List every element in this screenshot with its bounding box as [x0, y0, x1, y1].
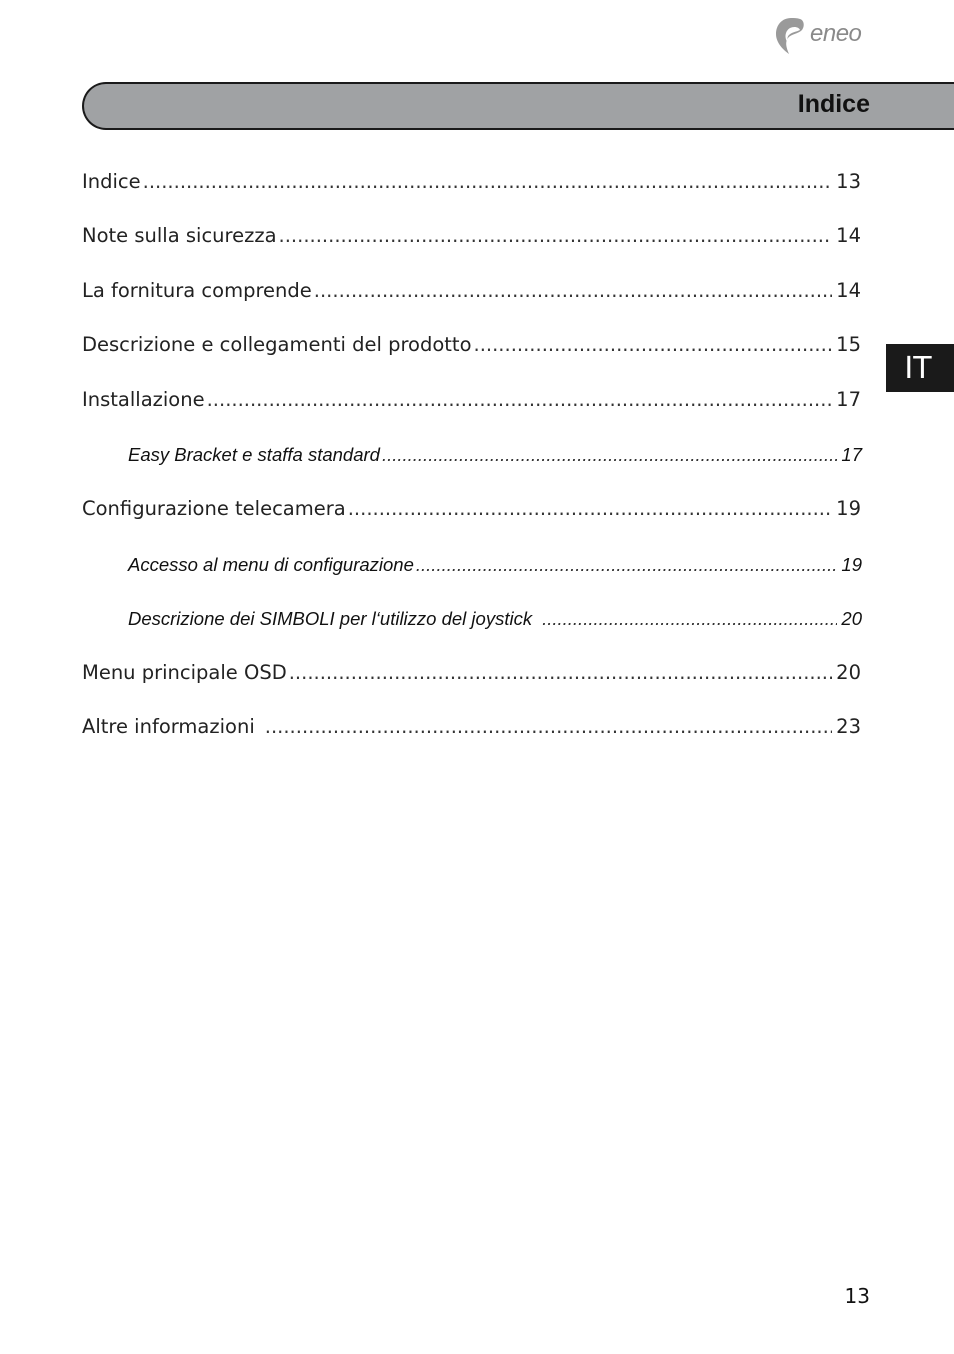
toc-entry[interactable]: [82, 661, 861, 684]
toc-entry-page: 17: [841, 444, 862, 465]
toc-entry[interactable]: [82, 333, 861, 356]
language-tab-label: IT: [904, 350, 932, 386]
toc-entry-title: Accesso al menu di configurazione: [128, 554, 414, 575]
toc-entry-title: Menu principale OSD: [82, 661, 287, 684]
eneo-logo-icon: [774, 16, 808, 56]
toc-entry-page: 23: [836, 715, 861, 738]
toc-entry-page: 14: [836, 279, 861, 302]
toc-leader-dots: [279, 224, 833, 247]
toc-subentry[interactable]: [128, 608, 862, 630]
toc-entry-page: 15: [836, 333, 861, 356]
toc-entry-title: Descrizione dei SIMBOLI per l‘utilizzo del joystick: [128, 608, 533, 629]
toc-leader-dots: [416, 554, 838, 576]
toc-entry-title: Configurazione telecamera: [82, 497, 346, 520]
toc-leader-dots: [474, 333, 833, 356]
toc-entry-page: 13: [836, 170, 861, 193]
toc-entry-page: 20: [836, 661, 861, 684]
language-tab: [886, 344, 954, 392]
toc-entry[interactable]: [82, 170, 861, 193]
toc-entry-title: Easy Bracket e staffa standard: [128, 444, 380, 465]
toc-leader-dots: [382, 444, 837, 466]
toc-entry[interactable]: [82, 497, 861, 520]
toc-subentry[interactable]: [128, 554, 862, 576]
toc-entry-title: Indice: [82, 170, 141, 193]
toc-entry-page: 14: [836, 224, 861, 247]
toc-entry[interactable]: [82, 224, 861, 247]
toc-entry-title: Descrizione e collegamenti del prodotto: [82, 333, 472, 356]
toc-entry-title: Note sulla sicurezza: [82, 224, 277, 247]
page-number: 13: [844, 1284, 870, 1308]
eneo-logo: [774, 16, 884, 58]
toc-entry[interactable]: [82, 715, 861, 738]
page-title: Indice: [797, 90, 870, 118]
toc-leader-dots: [207, 388, 833, 411]
toc-leader-dots: [314, 279, 832, 302]
toc-entry-page: 20: [841, 608, 862, 629]
toc-entry[interactable]: [82, 279, 861, 302]
toc-entry[interactable]: [82, 388, 861, 411]
toc-entry-title: Altre informazioni: [82, 715, 255, 738]
toc-leader-dots: [289, 661, 832, 684]
toc-subentry[interactable]: [128, 444, 862, 466]
toc-leader-dots: [143, 170, 833, 193]
toc-entry-page: 17: [836, 388, 861, 411]
toc-entry-page: 19: [836, 497, 861, 520]
toc-entry-title: La fornitura comprende: [82, 279, 312, 302]
toc-leader-dots: [542, 608, 837, 630]
toc-entry-page: 19: [841, 554, 862, 575]
eneo-logo-text: eneo: [810, 20, 862, 47]
toc-entry-title: Installazione: [82, 388, 205, 411]
toc-leader-dots: [348, 497, 832, 520]
toc-leader-dots: [265, 715, 832, 738]
